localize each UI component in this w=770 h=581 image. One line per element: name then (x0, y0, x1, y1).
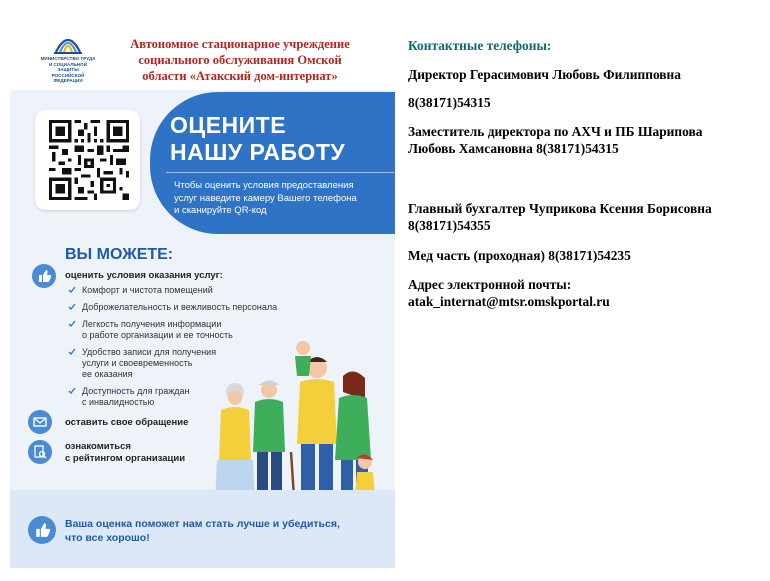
ministry-line-1: МИНИСТЕРСТВО ТРУДА (40, 56, 96, 61)
rating-poster (10, 20, 395, 568)
banner-instructions (174, 180, 394, 218)
ministry-line-2: И СОЦИАЛЬНОЙ ЗАЩИТЫ (48, 61, 88, 72)
email-block (408, 276, 610, 310)
organization-name (110, 36, 370, 84)
check-icon (68, 286, 76, 294)
org-name-line-2: социального обслуживания Омской (138, 53, 342, 67)
you-can-title: ВЫ МОЖЕТЕ: (65, 246, 174, 263)
director-name: Директор Герасимович Любовь Филипповна (408, 67, 681, 82)
banner-title-line-2: НАШУ РАБОТУ (170, 139, 346, 165)
check-icon (68, 320, 76, 328)
banner-divider (166, 172, 394, 173)
check-icon (68, 303, 76, 311)
criterion-text: Доброжелательность и вежливость персонала (82, 302, 278, 312)
section-rating-line-1: ознакомиться (65, 441, 131, 452)
qr-code[interactable] (49, 120, 129, 200)
thumbs-up-icon (28, 516, 56, 544)
contacts-title: Контактные телефоны: (408, 38, 552, 53)
criterion-text: с инвалидностью (82, 397, 155, 407)
banner-text-line-1: Чтобы оценить условия предоставления (174, 180, 354, 191)
ministry-emblem-icon (38, 26, 98, 56)
deputy-line-2: Любовь Хамсановна 8(38171)54315 (408, 141, 619, 156)
criterion-text: Комфорт и чистота помещений (82, 285, 213, 295)
section-rating (65, 441, 185, 465)
poster-header (10, 20, 395, 90)
banner-title-line-1: ОЦЕНИТЕ (170, 112, 287, 138)
ministry-line-3: РОССИЙСКОЙ ФЕДЕРАЦИИ (51, 72, 85, 83)
criterion-text: Легкость получения информации (82, 319, 222, 329)
section-rate-services: оценить условия оказания услуг: (65, 270, 223, 281)
ministry-logo-text (38, 56, 98, 84)
accountant-info (408, 200, 712, 234)
org-name-line-3: области «Атакский дом-интернат» (142, 69, 338, 83)
list-item (68, 302, 278, 313)
accountant-line-1: Главный бухгалтер Чуприкова Ксения Борисовна (408, 201, 712, 216)
banner-title (170, 112, 345, 166)
section-rating-line-2: с рейтингом организации (65, 453, 186, 464)
deputy-line-1: Заместитель директора по АХЧ и ПБ Шарипова (408, 124, 703, 139)
deputy-info (408, 123, 702, 157)
banner-text-line-3: и сканируйте QR-код (174, 205, 267, 216)
rate-us-banner (150, 92, 395, 234)
bottom-message (65, 517, 385, 545)
list-item (68, 319, 278, 341)
email-link[interactable]: atak_internat@mtsr.omskportal.ru (408, 294, 610, 309)
email-label: Адрес электронной почты: (408, 277, 572, 292)
criterion-text: Удобство записи для получения (82, 347, 217, 357)
criterion-text: ее оказания (82, 369, 133, 379)
mail-icon (28, 410, 52, 434)
banner-text-line-2: услуг наведите камеру Вашего телефона (174, 192, 357, 204)
bottom-message-line-1: Ваша оценка поможет нам стать лучше и убедиться, (65, 518, 340, 530)
search-doc-icon (28, 440, 52, 464)
list-item (68, 285, 278, 296)
ministry-logo (38, 26, 98, 86)
check-icon (68, 348, 76, 356)
criterion-text: услуги и своевременность (82, 358, 193, 368)
criterion-text: Доступность для граждан (82, 386, 190, 396)
bottom-message-line-2: что все хорошо! (65, 532, 150, 544)
qr-card (35, 110, 140, 210)
director-phone: 8(38171)54315 (408, 95, 491, 110)
like-icon (32, 264, 56, 288)
section-appeal: оставить свое обращение (65, 417, 189, 428)
org-name-line-1: Автономное стационарное учреждение (130, 37, 350, 51)
accountant-line-2: 8(38171)54355 (408, 218, 491, 233)
criterion-text: о работе организации и ее точность (82, 330, 233, 340)
check-icon (68, 387, 76, 395)
medical-unit: Мед часть (проходная) 8(38171)54235 (408, 248, 631, 263)
